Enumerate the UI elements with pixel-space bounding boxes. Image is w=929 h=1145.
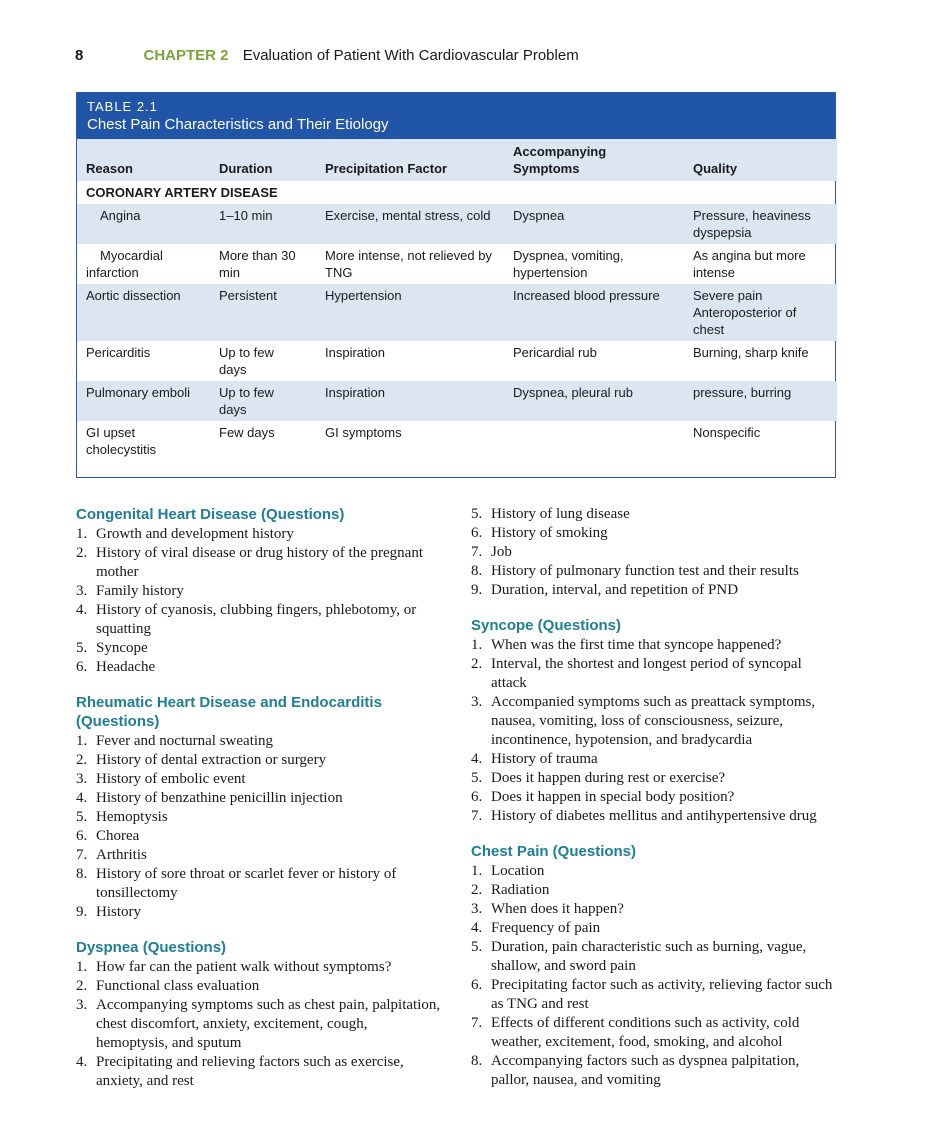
question-list [76,525,442,677]
table-title: Chest Pain Characteristics and Their Etiology [87,116,389,133]
section-label: CORONARY ARTERY DISEASE [86,185,278,200]
table-cell: Dyspnea [504,204,684,244]
list-item: 1. How far can the patient walk without symptoms? [76,959,392,975]
list-item: 1. When was the first time that syncope happened? [471,637,782,653]
section-heading: Rheumatic Heart Disease and Endocarditis (Questions) [76,694,382,730]
column-header-text: Accompanying Symptoms [513,144,607,176]
table-cell: Few days [219,425,275,440]
table-cell: Burning, sharp knife [693,345,809,360]
table-cell: Pericardial rub [513,345,597,360]
table-row [77,421,837,461]
question-list [471,862,837,1090]
table-cell: Hypertension [316,284,504,341]
column-header: Reason [77,139,210,181]
table-cell: pressure, burring [684,381,837,421]
table-cell: More than 30 min [219,248,296,280]
table-cell: Persistent [210,284,316,341]
list-item: 7. Arthritis [76,847,147,863]
section-dyspnea [76,938,442,1091]
section-syncope [471,616,837,826]
list-item: 3. Family history [76,583,184,599]
list-item: 6. Does it happen in special body position? [471,789,735,805]
left-column [76,505,442,1107]
table-cell [684,284,837,341]
table-row [77,341,837,381]
table-row [77,244,837,284]
list-item: 5. History of lung disease [471,506,630,522]
list-item: 2. Functional class evaluation [76,978,260,994]
list-item: 3. History of embolic event [76,771,246,787]
chapter-label: CHAPTER 2 [143,47,229,64]
table-cell: Exercise, mental stress, cold [316,204,504,244]
list-item: 4. History of benzathine penicillin injection [76,790,343,806]
table-cell: Dyspnea, pleural rub [504,381,684,421]
column-header: Quality [684,139,837,181]
section-heading: Congenital Heart Disease (Questions) [76,506,345,523]
section-chest-pain [471,842,837,1090]
table-cell: Pericarditis [86,345,151,360]
list-item: 2. History of viral disease or drug history of the pregnant mother [76,545,424,580]
list-item: 6. Headache [76,659,156,675]
table-cell: Angina [77,204,210,244]
table-2-1 [76,92,836,478]
list-item: 9. Duration, interval, and repetition of PND [471,582,739,598]
list-item: 2. History of dental extraction or surgery [76,752,327,768]
table-row [77,204,837,244]
table-number: TABLE 2.1 [87,99,158,114]
table-cell: Inspiration [325,345,385,360]
list-item: 6. Chorea [76,828,140,844]
list-item: 1. Location [471,863,545,879]
section-rheumatic [76,693,442,922]
right-column [471,505,837,1106]
list-item: 4. Precipitating and relieving factors such as exercise, anxiety, and rest [76,1054,404,1089]
chapter-title: Evaluation of Patient With Cardiovascular Problem [242,47,579,64]
list-item: 7. History of diabetes mellitus and antihypertensive drug [471,808,817,824]
table-cell: Pressure, heaviness dyspepsia [684,204,837,244]
section-congenital [76,505,442,677]
list-item: 5. Hemoptysis [76,809,168,825]
list-item: 2. Radiation [471,882,550,898]
section-heading: Dyspnea (Questions) [76,939,227,956]
table-cell: Myocardial infarction [86,248,163,280]
question-list [471,636,837,826]
list-item: 4. Frequency of pain [471,920,601,936]
table-section-row [77,181,837,204]
table-cell: Nonspecific [693,425,761,440]
list-item: 1. Growth and development history [76,526,294,542]
table-cell [77,421,210,461]
list-item: 6. History of smoking [471,525,608,541]
list-item: 1. Fever and nocturnal sweating [76,733,274,749]
table-cell-text: Up to few days [219,385,274,417]
column-header [504,139,684,181]
list-item: 8. Accompanying factors such as dyspnea palpitation, pallor, nausea, and vomiting [471,1053,800,1088]
page-number: 8 [75,47,84,64]
column-header: Precipitation Factor [316,139,504,181]
list-item: 5. Duration, pain characteristic such as burning, vague, shallow, and sword pain [471,939,807,974]
table-cell: Increased blood pressure [504,284,684,341]
table-row [77,284,837,341]
table-column-headers [77,139,837,181]
section-dyspnea-continued [471,505,837,600]
table-cell [210,381,316,421]
list-item: 3. Accompanying symptoms such as chest pain, palpitation, chest discomfort, anxiety, excitement, cough, hemoptysis, and sputum [76,997,441,1051]
table-cell-text: Up to few days [219,345,274,377]
question-list [76,732,442,922]
list-item: 2. Interval, the shortest and longest period of syncopal attack [471,656,802,691]
list-item: 4. History of trauma [471,751,598,767]
table-cell: Dyspnea, vomiting, hypertension [513,248,624,280]
column-header: Duration [210,139,316,181]
table-cell: Inspiration [316,381,504,421]
chest-pain-table [77,139,837,461]
list-item: 8. History of sore throat or scarlet fever or history of tonsillectomy [76,866,397,901]
table-cell [210,341,316,381]
list-item: 7. Job [471,544,512,560]
list-item: 3. Accompanied symptoms such as preattack symptoms, nausea, vomiting, loss of consciousness, seizure, incontinence, hypotension, and bradycardia [471,694,816,748]
table-cell: Pulmonary emboli [77,381,210,421]
question-list [76,958,442,1091]
table-cell: GI symptoms [325,425,402,440]
table-cell: As angina but more intense [693,248,806,280]
list-item: 7. Effects of different conditions such as activity, cold weather, excitement, food, smoking, and alcohol [471,1015,800,1050]
table-header-bar [77,93,835,139]
list-item: 9. History [76,904,141,920]
list-item: 5. Does it happen during rest or exercise? [471,770,726,786]
table-row [77,381,837,421]
section-heading: Syncope (Questions) [471,617,622,634]
list-item: 3. When does it happen? [471,901,624,917]
table-cell: 1–10 min [210,204,316,244]
list-item: 5. Syncope [76,640,148,656]
list-item: 4. History of cyanosis, clubbing fingers, phlebotomy, or squatting [76,602,417,637]
section-heading: Chest Pain (Questions) [471,843,637,860]
table-cell [504,421,684,461]
table-cell: More intense, not relieved by TNG [325,248,492,280]
table-cell-text: GI upset cholecystitis [86,425,157,457]
table-cell-text: Severe pain Anteroposterior of chest [693,288,797,337]
table-cell: Aortic dissection [77,284,210,341]
running-head [75,47,579,64]
list-item: 6. Precipitating factor such as activity, relieving factor such as TNG and rest [471,977,833,1012]
list-item: 8. History of pulmonary function test and their results [471,563,799,579]
question-list [471,505,837,600]
